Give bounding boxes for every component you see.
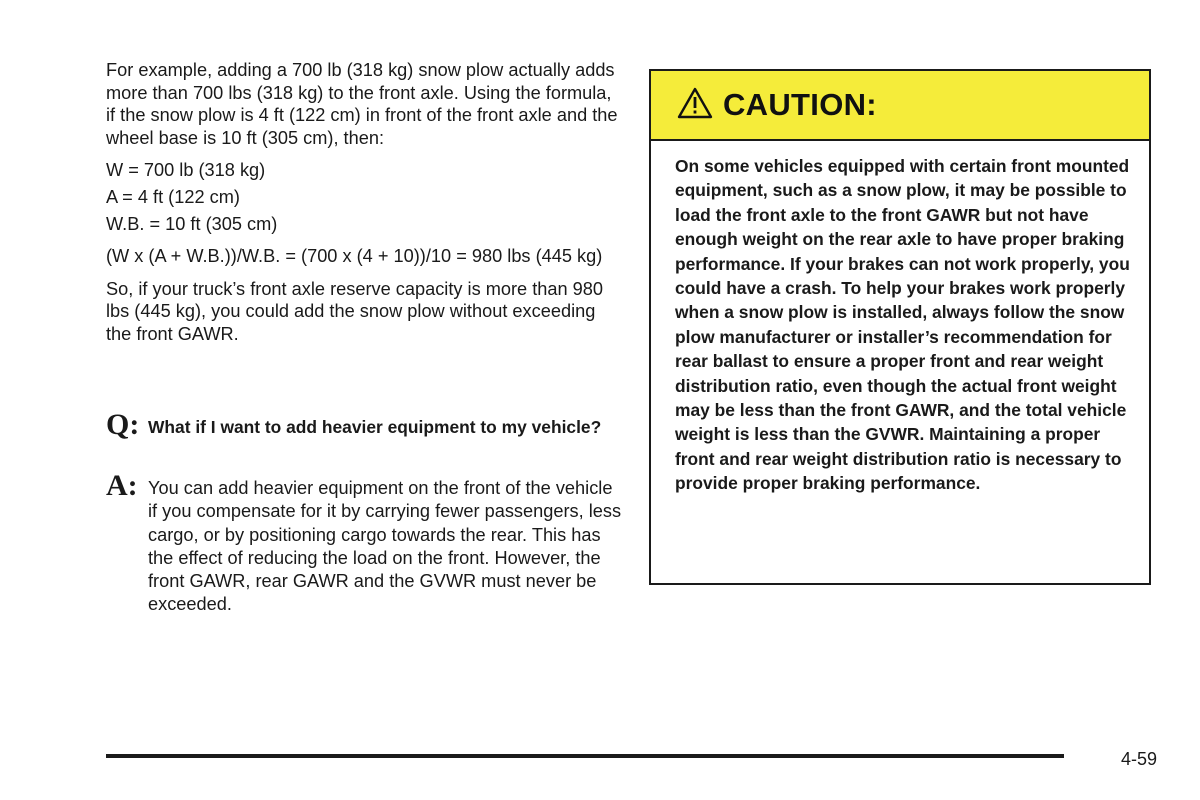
example-section xyxy=(106,59,621,350)
formula-calculation: (W x (A + W.B.))/W.B. = (700 x (4 + 10))/10 = 980 lbs (445 kg) xyxy=(106,246,603,267)
example-intro: For example, adding a 700 lb (318 kg) snow plow actually adds more than 700 lbs (318 kg) to the front axle. Using the formula, if the snow plow is 4 ft (122 cm) in front of the front axle and the wheel base is 10 ft (305 cm), then: xyxy=(106,60,618,148)
example-conclusion: So, if your truck’s front axle reserve capacity is more than 980 lbs (445 kg), you could add the snow plow without exceeding the front GAWR. xyxy=(106,278,604,344)
formula-wb: W.B. = 10 ft (305 cm) xyxy=(106,213,278,234)
warning-triangle-icon xyxy=(677,87,713,119)
question-block xyxy=(106,408,626,441)
caution-text: On some vehicles equipped with certain front mounted equipment, such as a snow plow, it may be possible to load the front axle to the front GAWR but not have enough weight on the rear axle to have proper braking performance. If your brakes can not work properly, you could have a crash. To help your brakes work properly when a snow plow is installed, always follow the snow plow manufacturer or installer’s recommendation for rear ballast to ensure a proper front and rear weight distribution ratio, even though the actual front weight may be less than the front GAWR, and the total vehicle weight is less than the GVWR. Maintaining a proper front and rear weight distribution ratio is necessary to provide proper braking performance. xyxy=(675,156,1130,494)
answer-text: You can add heavier equipment on the front of the vehicle if you compensate for it by carrying fewer passengers, less cargo, or by positioning cargo towards the rear. This has the effect of reducing the load on the front. However, the front GAWR, rear GAWR and the GVWR must never be exceeded. xyxy=(148,478,622,615)
question-text: What if I want to add heavier equipment to my vehicle? xyxy=(148,417,602,437)
page-number: 4-59 xyxy=(1120,749,1157,769)
caution-header xyxy=(651,71,1149,141)
formula-a: A = 4 ft (122 cm) xyxy=(106,186,240,207)
formula-w: W = 700 lb (318 kg) xyxy=(106,160,266,181)
caution-title: CAUTION: xyxy=(723,87,877,122)
answer-block xyxy=(106,469,626,617)
footer-rule xyxy=(106,754,1064,758)
question-letter: Q: xyxy=(106,408,140,441)
answer-letter: A: xyxy=(106,469,138,502)
caution-box xyxy=(649,69,1151,585)
